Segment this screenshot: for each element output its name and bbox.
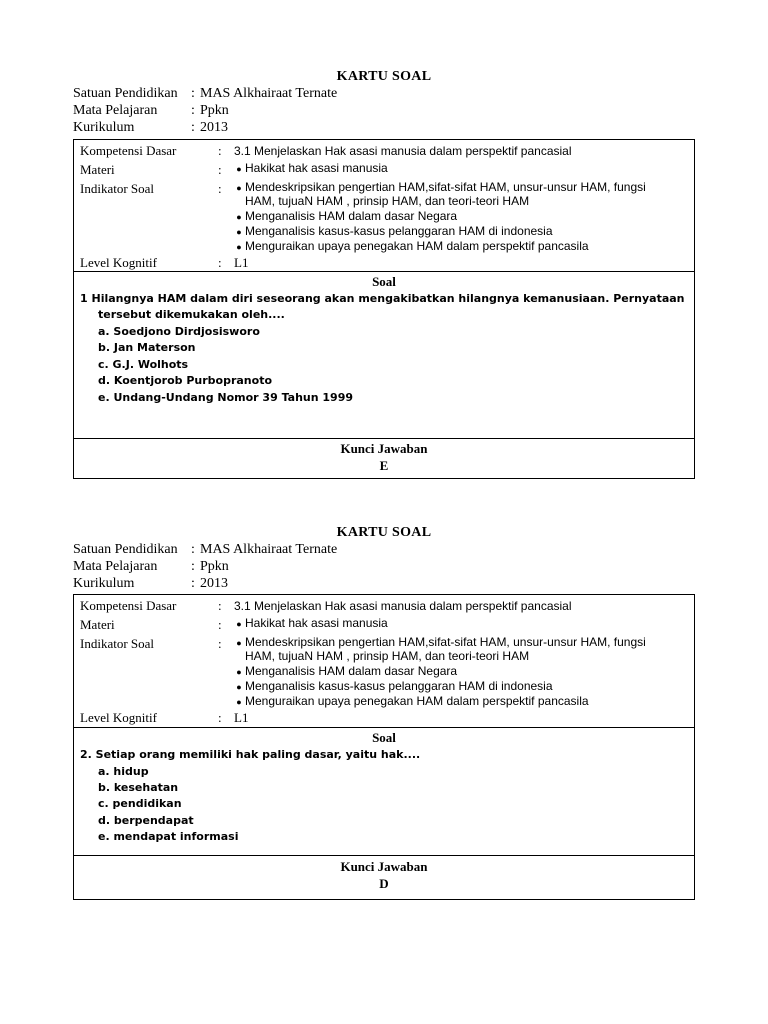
question-text: 1 Hilangnya HAM dalam diri seseorang akan mengakibatkan hilangnya kemanusiaan. Pernyataan bbox=[80, 292, 685, 305]
bullet-icon: ● bbox=[236, 638, 242, 648]
meta-label: Satuan Pendidikan bbox=[73, 86, 178, 101]
meta-satuan-pendidikan: Satuan Pendidikan : MAS Alkhairaat Ternate bbox=[73, 86, 338, 101]
materi-item: ● Hakikat hak asasi manusia bbox=[233, 161, 388, 175]
soal-section bbox=[74, 727, 694, 856]
meta-value: 2013 bbox=[200, 576, 228, 591]
bullet-icon: ● bbox=[236, 227, 242, 237]
soal-section bbox=[74, 271, 694, 439]
soal-heading: Soal bbox=[372, 274, 396, 289]
indikator-item: ● Menguraikan upaya penegakan HAM dalam perspektif pancasila bbox=[233, 239, 589, 253]
answer-option-d: d. berpendapat bbox=[98, 814, 194, 827]
bullet-icon: ● bbox=[236, 667, 242, 677]
bullet-icon: ● bbox=[236, 164, 242, 174]
meta-value: MAS Alkhairaat Ternate bbox=[200, 86, 338, 101]
indikator-item: ● Menganalisis HAM dalam dasar Negara bbox=[233, 664, 457, 678]
answer-option-a: a. hidup bbox=[98, 765, 149, 778]
meta-kurikulum: Kurikulum : 2013 bbox=[73, 120, 228, 135]
bullet-icon: ● bbox=[236, 242, 242, 252]
meta-mata-pelajaran: Mata Pelajaran : Ppkn bbox=[73, 103, 229, 118]
indikator-item: ● Menguraikan upaya penegakan HAM dalam perspektif pancasila bbox=[233, 694, 589, 708]
info-indikator-soal: Indikator Soal : bbox=[80, 636, 222, 651]
kunci-jawaban-label: Kunci Jawaban bbox=[340, 441, 428, 456]
meta-satuan-pendidikan: Satuan Pendidikan : MAS Alkhairaat Ternate bbox=[73, 542, 338, 557]
meta-label: Mata Pelajaran bbox=[73, 103, 158, 118]
meta-value: MAS Alkhairaat Ternate bbox=[200, 542, 338, 557]
card-table bbox=[73, 139, 695, 479]
info-materi: Materi : bbox=[80, 162, 222, 177]
answer-option-a: a. Soedjono Dirdjosisworo bbox=[98, 325, 260, 338]
indikator-item: ● Mendeskripsikan pengertian HAM,sifat-sifat HAM, unsur-unsur HAM, fungsi bbox=[233, 635, 646, 649]
bullet-icon: ● bbox=[236, 183, 242, 193]
meta-mata-pelajaran: Mata Pelajaran : Ppkn bbox=[73, 559, 229, 574]
bullet-icon: ● bbox=[236, 212, 242, 222]
meta-label: Kurikulum bbox=[73, 120, 135, 135]
bullet-icon: ● bbox=[236, 619, 242, 629]
answer-option-e: e. Undang-Undang Nomor 39 Tahun 1999 bbox=[98, 391, 354, 404]
question-text: 2. Setiap orang memiliki hak paling dasar, yaitu hak.... bbox=[80, 748, 421, 761]
card-title: KARTU SOAL bbox=[336, 69, 432, 84]
kunci-jawaban-label: Kunci Jawaban bbox=[340, 859, 428, 874]
meta-value: Ppkn bbox=[200, 559, 229, 574]
answer-option-e: e. mendapat informasi bbox=[98, 830, 239, 843]
indikator-item: ● Menganalisis kasus-kasus pelanggaran HAM di indonesia bbox=[233, 679, 553, 693]
soal-heading: Soal bbox=[372, 730, 396, 745]
meta-value: 2013 bbox=[200, 120, 228, 135]
info-indikator-soal: Indikator Soal : bbox=[80, 181, 222, 196]
kunci-section bbox=[74, 438, 694, 480]
indikator-item: ● Mendeskripsikan pengertian HAM,sifat-sifat HAM, unsur-unsur HAM, fungsi bbox=[233, 180, 646, 194]
meta-label: Satuan Pendidikan bbox=[73, 542, 178, 557]
kunci-jawaban-value: D bbox=[379, 876, 389, 891]
info-level-kognitif: Level Kognitif : L1 bbox=[80, 255, 249, 270]
indikator-item: ● Menganalisis kasus-kasus pelanggaran HAM di indonesia bbox=[233, 224, 553, 238]
answer-option-b: b. Jan Materson bbox=[98, 341, 196, 354]
card-title: KARTU SOAL bbox=[336, 525, 432, 540]
answer-option-d: d. Koentjorob Purbopranoto bbox=[98, 374, 273, 387]
kd-value: 3.1 Menjelaskan Hak asasi manusia dalam perspektif pancasial bbox=[234, 144, 572, 158]
indikator-item: ● Menganalisis HAM dalam dasar Negara bbox=[233, 209, 457, 223]
kunci-section bbox=[74, 855, 694, 900]
meta-label: Kurikulum bbox=[73, 576, 135, 591]
answer-option-b: b. kesehatan bbox=[98, 781, 179, 794]
info-materi: Materi : bbox=[80, 617, 222, 632]
card-table bbox=[73, 594, 695, 900]
meta-label: Mata Pelajaran bbox=[73, 559, 158, 574]
materi-item: ● Hakikat hak asasi manusia bbox=[233, 616, 388, 630]
level-value: L1 bbox=[234, 710, 249, 725]
info-kompetensi-dasar: Kompetensi Dasar : 3.1 Menjelaskan Hak asasi manusia dalam perspektif pancasial bbox=[80, 598, 572, 613]
indikator-item-continued: HAM, tujuaN HAM , prinsip HAM, dan teori-teori HAM bbox=[245, 649, 530, 663]
kunci-jawaban-value: E bbox=[379, 458, 389, 473]
question-text-continued: tersebut dikemukakan oleh.... bbox=[98, 308, 285, 321]
info-level-kognitif: Level Kognitif : L1 bbox=[80, 710, 249, 725]
answer-option-c: c. pendidikan bbox=[98, 797, 182, 810]
indikator-item-continued: HAM, tujuaN HAM , prinsip HAM, dan teori-teori HAM bbox=[245, 194, 530, 208]
bullet-icon: ● bbox=[236, 682, 242, 692]
level-value: L1 bbox=[234, 255, 249, 270]
info-kompetensi-dasar: Kompetensi Dasar : 3.1 Menjelaskan Hak asasi manusia dalam perspektif pancasial bbox=[80, 143, 572, 158]
kd-value: 3.1 Menjelaskan Hak asasi manusia dalam perspektif pancasial bbox=[234, 599, 572, 613]
bullet-icon: ● bbox=[236, 697, 242, 707]
meta-kurikulum: Kurikulum : 2013 bbox=[73, 576, 228, 591]
answer-option-c: c. G.J. Wolhots bbox=[98, 358, 189, 371]
meta-value: Ppkn bbox=[200, 103, 229, 118]
